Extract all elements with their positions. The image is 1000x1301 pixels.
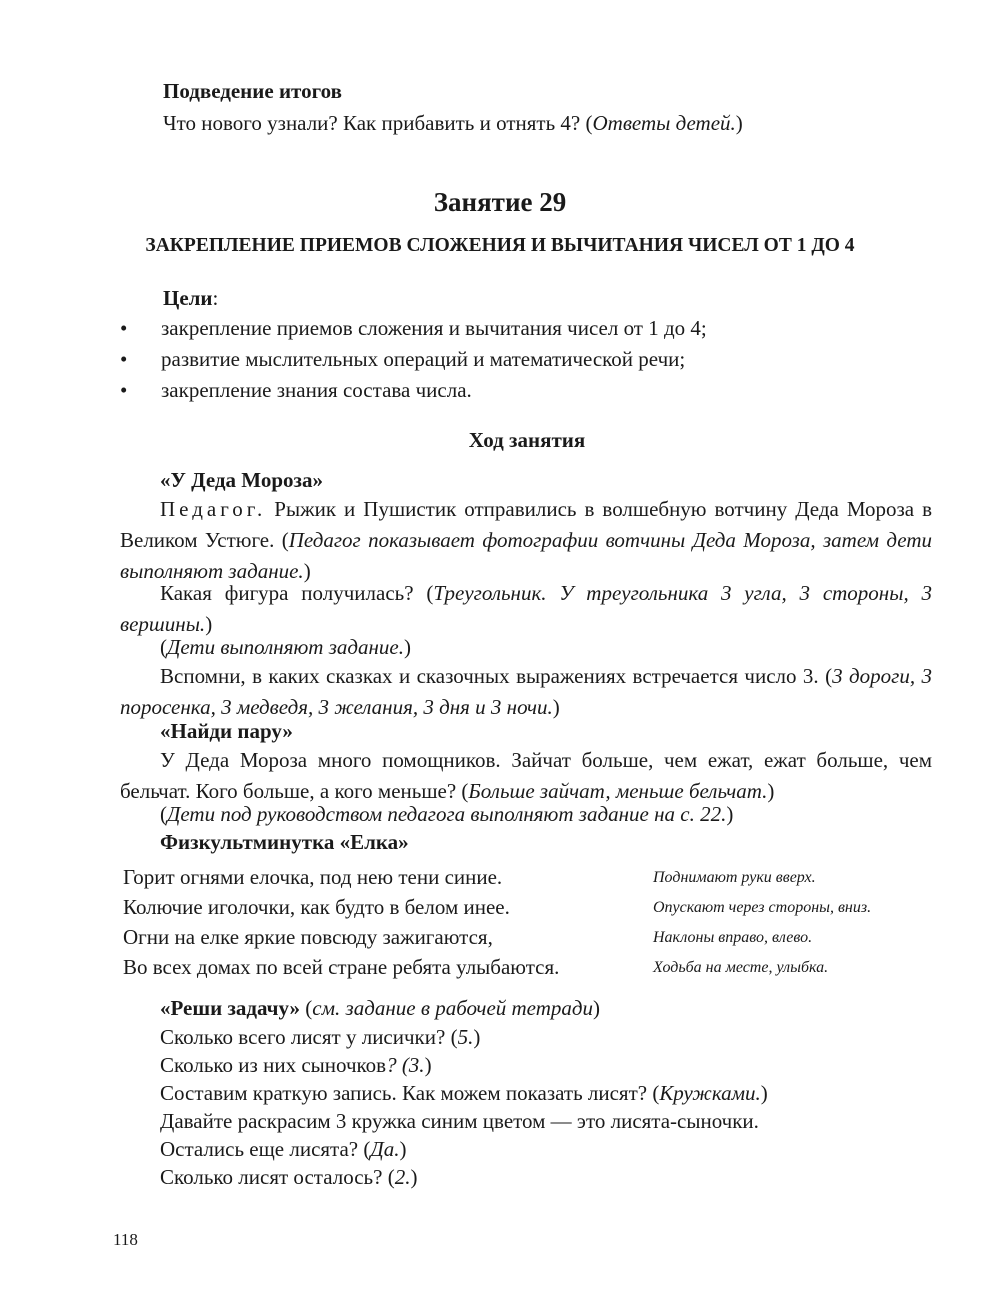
find-pair-heading: «Найди пару»	[160, 719, 293, 743]
task-line: Давайте раскрасим 3 кружка синим цветом — это лисята-сыночки.	[160, 1109, 759, 1133]
ded-moroz-paragraph-1: Педагог. Рыжик и Пушистик отправились в волшебную вотчину Деда Мороза в Великом Устюге. (Педагог показывает фотографии вотчины Деда Мороза, затем дети выполняют задание.)	[120, 497, 932, 583]
poem-row	[123, 862, 943, 892]
summary-question: Что нового узнали? Как прибавить и отнять 4? (Ответы детей.)	[163, 111, 743, 135]
poem-action: Опускают через стороны, вниз.	[653, 899, 872, 916]
task-line: Сколько всего лисят у лисички? (5.)	[160, 1025, 481, 1049]
goals-list	[120, 313, 880, 406]
summary-heading: Подведение итогов	[163, 79, 342, 103]
lesson-title: Занятие 29	[433, 187, 567, 217]
poem-verse: Горит огнями елочка, под нею тени синие.	[123, 865, 503, 889]
list-item: • закрепление знания состава числа.	[120, 375, 880, 406]
list-item: • закрепление приемов сложения и вычитания чисел от 1 до 4;	[120, 313, 880, 344]
task-heading: «Реши задачу» (см. задание в рабочей тетради)	[160, 996, 601, 1020]
list-item: • развитие мыслительных операций и математической речи;	[120, 344, 880, 375]
ded-moroz-paragraph-4: Вспомни, в каких сказках и сказочных выражениях встречается число 3. (3 дороги, 3 поросенка, 3 медведя, 3 желания, 3 дня и 3 ночи.)	[120, 664, 932, 719]
fizminutka-heading: Физкультминутка «Елка»	[160, 830, 409, 854]
poem-action: Ходьба на месте, улыбка.	[653, 959, 829, 976]
poem-action: Поднимают руки вверх.	[653, 869, 816, 886]
poem-verse: Колючие иголочки, как будто в белом инее.	[123, 895, 510, 919]
find-pair-paragraph-2: (Дети под руководством педагога выполняют задание на с. 22.)	[160, 802, 734, 826]
goals-heading: Цели:	[163, 286, 219, 310]
bullet-icon: •	[120, 347, 128, 371]
speaker-label: Педагог.	[160, 497, 267, 521]
lesson-topic: ЗАКРЕПЛЕНИЕ ПРИЕМОВ СЛОЖЕНИЯ И ВЫЧИТАНИЯ ЧИСЕЛ ОТ 1 ДО 4	[145, 235, 855, 256]
task-line: Сколько лисят осталось? (2.)	[160, 1165, 418, 1189]
bullet-icon: •	[120, 378, 128, 402]
ded-moroz-paragraph-3: (Дети выполняют задание.)	[160, 635, 411, 659]
poem-row	[123, 892, 943, 922]
task-line: Сколько из них сыночков? (3.)	[160, 1053, 432, 1077]
page-number: 118	[113, 1230, 138, 1249]
poem-verse: Во всех домах по всей стране ребята улыбаются.	[123, 955, 560, 979]
bullet-icon: •	[120, 316, 128, 340]
poem-verse: Огни на елке яркие повсюду зажигаются,	[123, 925, 493, 949]
fizminutka-poem	[123, 862, 943, 982]
course-heading: Ход занятия	[468, 428, 586, 452]
poem-row	[123, 952, 943, 982]
poem-action: Наклоны вправо, влево.	[653, 929, 813, 946]
ded-moroz-paragraph-2: Какая фигура получилась? (Треугольник. У треугольника 3 угла, 3 стороны, 3 вершины.)	[120, 581, 932, 636]
find-pair-paragraph-1: У Деда Мороза много помощников. Зайчат больше, чем ежат, ежат больше, чем бельчат. Кого больше, а кого меньше? (Больше зайчат, меньше бельчат.)	[120, 748, 932, 803]
task-line: Составим краткую запись. Как можем показать лисят? (Кружками.)	[160, 1081, 768, 1105]
task-line: Остались еще лисята? (Да.)	[160, 1137, 407, 1161]
poem-row	[123, 922, 943, 952]
ded-moroz-heading: «У Деда Мороза»	[160, 468, 323, 492]
